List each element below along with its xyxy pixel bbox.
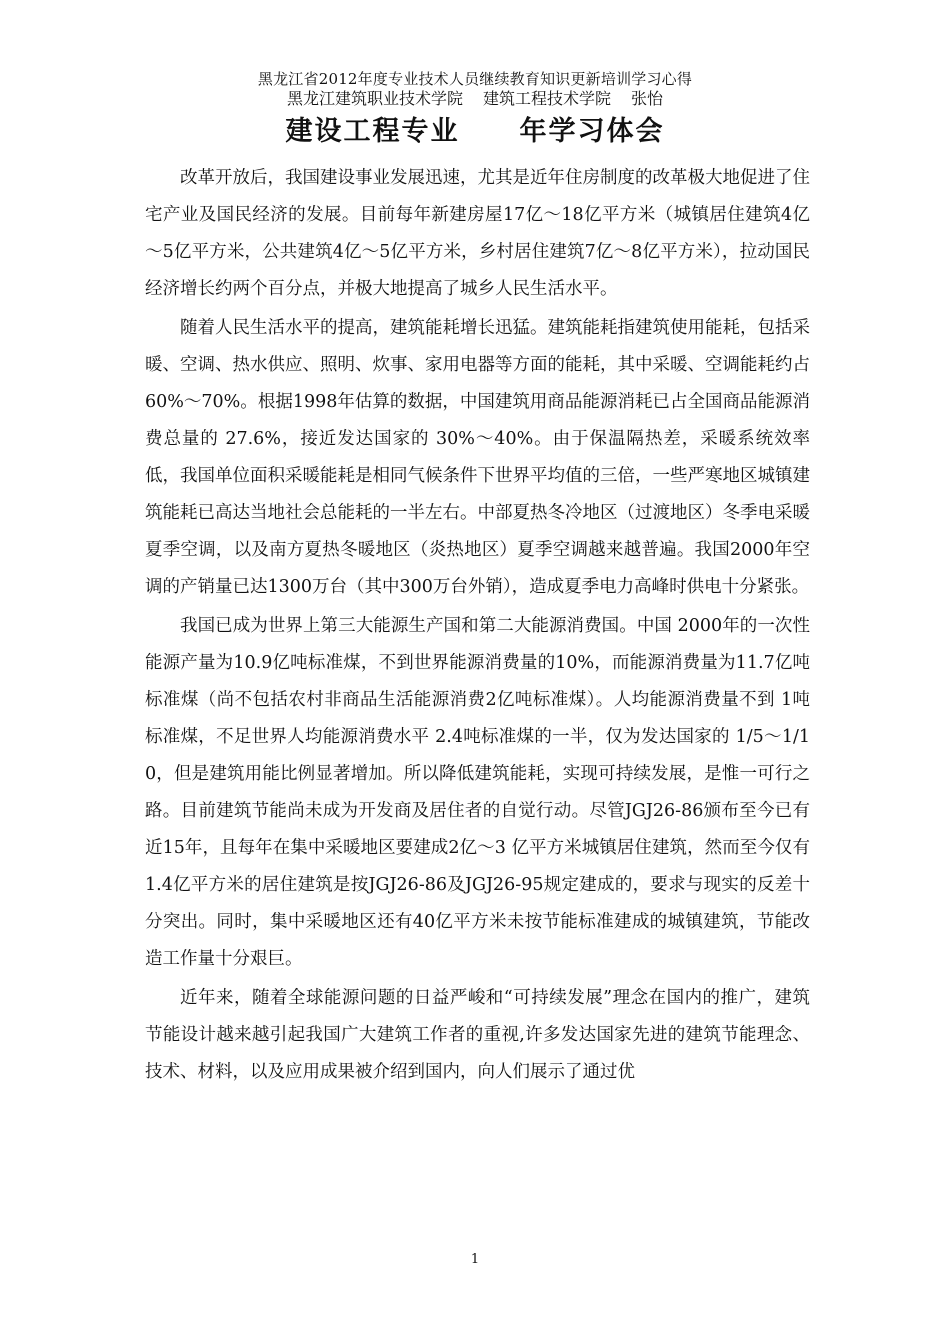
title-left: 建设工程专业 <box>285 116 460 147</box>
header-training-line: 黑龙江省2012年度专业技术人员继续教育知识更新培训学习心得 <box>257 70 693 88</box>
document-body <box>145 160 810 1093</box>
title-right: 年学习体会 <box>519 116 665 147</box>
header-author: 张怡 <box>631 89 664 108</box>
paragraph-4: 近年来，随着全球能源问题的日益严峻和“可持续发展”理念在国内的推广，建筑节能设计越来越引起我国广大建筑工作者的重视,许多发达国家先进的建筑节能理念、技术、材料，以及应用成果被介绍到国内，向人们展示了通过优 <box>145 988 810 1082</box>
header-affiliation-line <box>0 89 950 109</box>
header-department: 建筑工程技术学院 <box>482 89 611 108</box>
paragraph-2: 随着人民生活水平的提高，建筑能耗增长迅猛。建筑能耗指建筑使用能耗，包括采暖、空调、热水供应、照明、炊事、家用电器等方面的能耗，其中采暖、空调能耗约占60%～70%。根据1998年估算的数据，中国建筑用商品能源消耗已占全国商品能源消费总量的 27.6%，接近发达国家的 30%～40%。由于保温隔热差，采暖系统效率低，我国单位面积采暖能耗是相同气候条件下世界平均值的三倍，一些严寒地区城镇建筑能耗已高达当地社会总能耗的一半左右。中部夏热冬冷地区（过渡地区）冬季电采暖夏季空调，以及南方夏热冬暖地区（炎热地区）夏季空调越来越普遍。我国2000年空调的产销量已达1300万台（其中300万台外销），造成夏季电力高峰时供电十分紧张。 <box>145 318 810 597</box>
paragraph-1: 改革开放后，我国建设事业发展迅速，尤其是近年住房制度的改革极大地促进了住宅产业及国民经济的发展。目前每年新建房屋17亿～18亿平方米（城镇居住建筑4亿～5亿平方米，公共建筑4亿～5亿平方米，乡村居住建筑7亿～8亿平方米），拉动国民经济增长约两个百分点，并极大地提高了城乡人民生活水平。 <box>145 168 810 299</box>
header-institution: 黑龙江建筑职业技术学院 <box>286 89 463 108</box>
page-number: 1 <box>470 1252 480 1267</box>
paragraph-3: 我国已成为世界上第三大能源生产国和第二大能源消费国。中国 2000年的一次性能源产量为10.9亿吨标准煤，不到世界能源消费量的10%，而能源消费量为11.7亿吨标准煤（尚不包括农村非商品生活能源消费2亿吨标准煤）。人均能源消费量不到 1吨标准煤，不足世界人均能源消费水平 2.4吨标准煤的一半，仅为发达国家的 1/5～1/10，但是建筑用能比例显著增加。所以降低建筑能耗，实现可持续发展，是惟一可行之路。目前建筑节能尚未成为开发商及居住者的自觉行动。尽管JGJ26-86颁布至今已有近15年，且每年在集中采暖地区要建成2亿～3 亿平方米城镇居住建筑，然而至今仅有 1.4亿平方米的居住建筑是按JGJ26-86及JGJ26-95规定建成的，要求与现实的反差十分突出。同时，集中采暖地区还有40亿平方米未按节能标准建成的城镇建筑，节能改造工作量十分艰巨。 <box>145 616 810 969</box>
document-title <box>0 113 950 151</box>
